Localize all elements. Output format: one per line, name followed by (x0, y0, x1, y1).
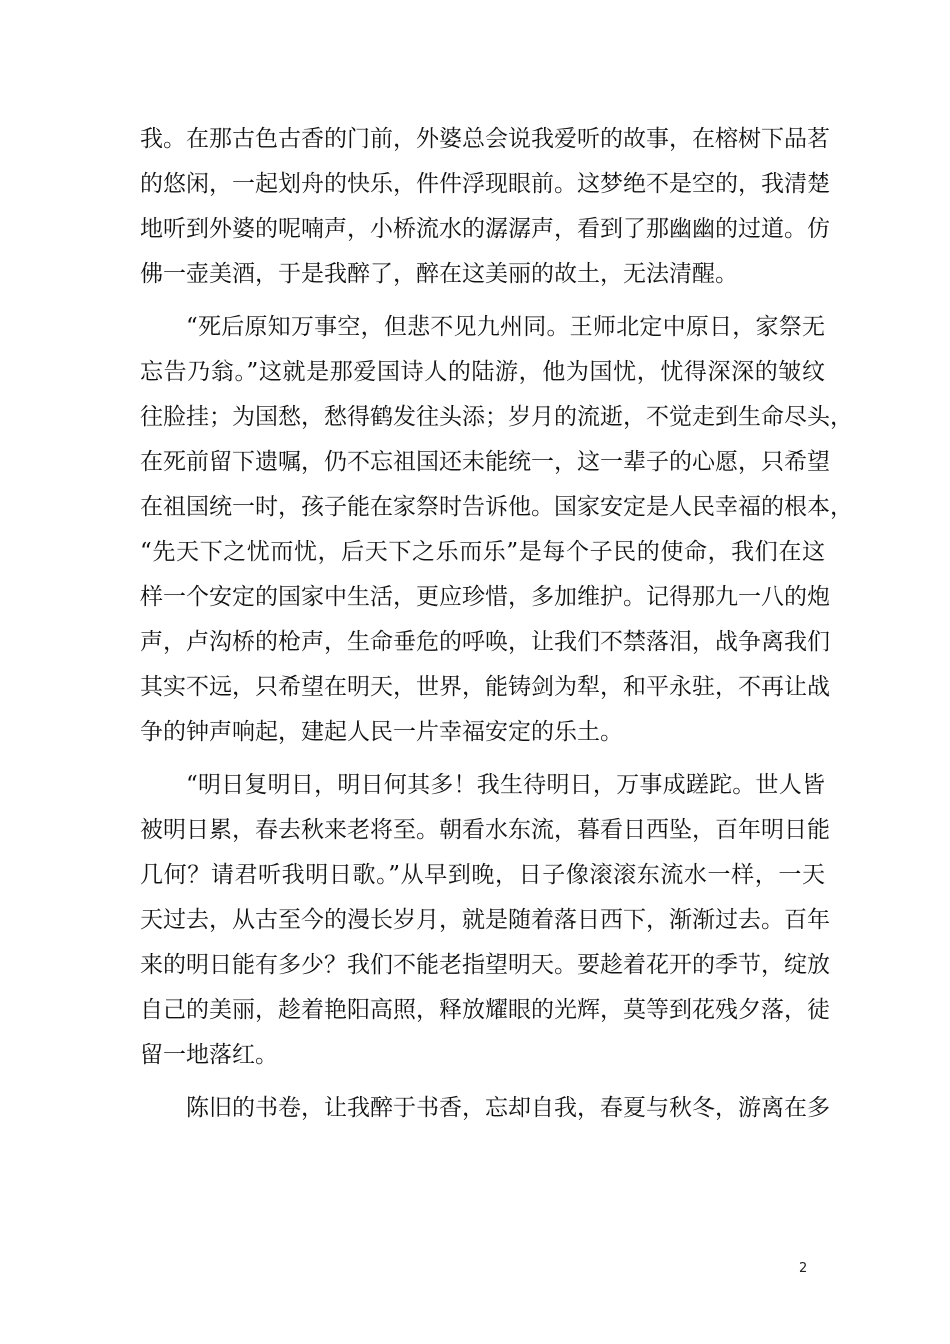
text-line: 几何？请君听我明日歌。”从早到晚，日子像滚滚东流水一样，一天 (140, 862, 825, 888)
text-line: “死后原知万事空，但悲不见九州同。王师北定中原日，家祭无 (186, 314, 825, 340)
paragraph-gap (140, 297, 825, 305)
paragraph (140, 305, 853, 755)
text-line: 往脸挂；为国愁，愁得鹤发往头添；岁月的流逝，不觉走到生命尽头， (140, 404, 853, 430)
text-line: 自己的美丽，趁着艳阳高照，释放耀眼的光辉，莫等到花残夕落，徒 (140, 997, 830, 1023)
text-line: 的悠闲，一起划舟的快乐，件件浮现眼前。这梦绝不是空的，我清楚 (140, 171, 830, 197)
text-line: 在死前留下遗嘱，仍不忘祖国还未能统一，这一辈子的心愿，只希望 (140, 449, 830, 475)
paragraph (140, 763, 830, 1078)
text-line: 被明日累，春去秋来老将至。朝看水东流，暮看日西坠，百年明日能 (140, 817, 830, 843)
text-line: 来的明日能有多少？我们不能老指望明天。要趁着花开的季节，绽放 (140, 952, 830, 978)
body-text (140, 117, 853, 1131)
paragraph-gap (140, 755, 825, 763)
paragraph (140, 1086, 830, 1131)
text-line: 天过去，从古至今的漫长岁月，就是随着落日西下，渐渐过去。百年 (140, 907, 830, 933)
text-line: 地听到外婆的呢喃声，小桥流水的潺潺声，看到了那幽幽的过道。仿 (140, 216, 830, 242)
paragraph (140, 117, 830, 297)
text-line: 我。在那古色古香的门前，外婆总会说我爱听的故事，在榕树下品茗 (140, 126, 830, 152)
text-line: 样一个安定的国家中生活，更应珍惜，多加维护。记得那九一八的炮 (140, 584, 830, 610)
paragraph-gap (140, 1078, 825, 1086)
page-number: 2 (799, 1261, 808, 1276)
text-line: 留一地落红。 (140, 1042, 278, 1068)
text-line: 忘告乃翁。”这就是那爱国诗人的陆游，他为国忧，忧得深深的皱纹 (140, 359, 825, 385)
text-line: 声，卢沟桥的枪声，生命垂危的呼唤，让我们不禁落泪，战争离我们 (140, 629, 830, 655)
text-line: 在祖国统一时，孩子能在家祭时告诉他。国家安定是人民幸福的根本， (140, 494, 853, 520)
text-line: 陈旧的书卷，让我醉于书香，忘却自我，春夏与秋冬，游离在多 (186, 1095, 830, 1121)
text-line: 争的钟声响起，建起人民一片幸福安定的乐土。 (140, 719, 623, 745)
text-line: “先天下之忧而忧，后天下之乐而乐”是每个子民的使命，我们在这 (140, 539, 825, 565)
text-line: 佛一壶美酒，于是我醉了，醉在这美丽的故土，无法清醒。 (140, 261, 738, 287)
text-line: 其实不远，只希望在明天，世界，能铸剑为犁，和平永驻，不再让战 (140, 674, 830, 700)
text-line: “明日复明日，明日何其多！我生待明日，万事成蹉跎。世人皆 (186, 772, 825, 798)
